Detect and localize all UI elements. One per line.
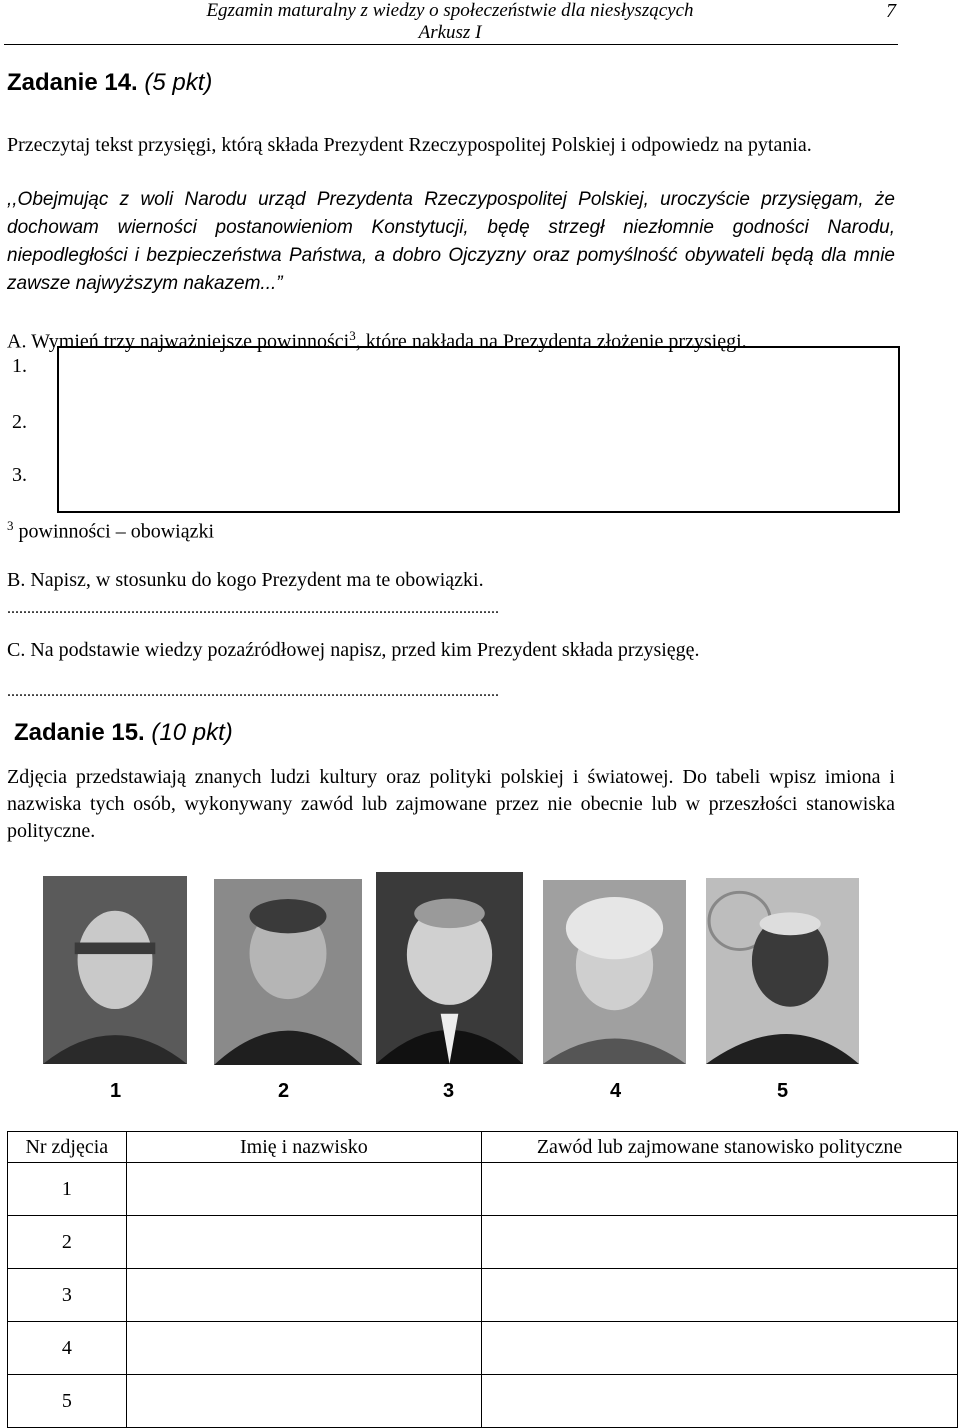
photo-label-4: 4	[610, 1080, 622, 1102]
photo-label-1: 1	[110, 1080, 122, 1102]
table-header-row	[8, 1132, 958, 1163]
answer-number-2: 2.	[12, 411, 27, 433]
table-cell-photo-number: 4	[8, 1322, 127, 1375]
table-row	[8, 1322, 958, 1375]
task-15-title: Zadanie 15.	[14, 719, 145, 746]
table-cell-name[interactable]	[126, 1163, 481, 1216]
photo-label-3: 3	[443, 1080, 455, 1102]
task-14-intro: Przeczytaj tekst przysięgi, którą składa Prezydent Rzeczypospolitej Polskiej i odpowiedz na pytania.	[7, 134, 812, 156]
table-row	[8, 1216, 958, 1269]
portrait-photo-3	[376, 872, 523, 1064]
answer-table	[7, 1131, 958, 1428]
table-header-name: Imię i nazwisko	[126, 1132, 481, 1163]
table-header-photo-number: Nr zdjęcia	[8, 1132, 127, 1163]
portrait-photo-2	[214, 879, 362, 1065]
table-cell-name[interactable]	[126, 1322, 481, 1375]
footnote	[7, 514, 214, 544]
task-14-points: (5 pkt)	[144, 69, 213, 96]
task-15-points: (10 pkt)	[151, 719, 233, 746]
question-a-text-end: , które nakłada na Prezydenta złożenie przysięgi.	[355, 330, 747, 353]
exam-header-subtitle: Arkusz I	[418, 22, 482, 43]
table-cell-name[interactable]	[126, 1375, 481, 1428]
portrait-photo-1	[43, 876, 187, 1064]
question-c: C. Na podstawie wiedzy pozaźródłowej napisz, przed kim Prezydent składa przysięgę.	[7, 639, 700, 661]
oath-quote: ,,Obejmując z woli Narodu urząd Prezydenta Rzeczypospolitej Polskiej, uroczyście przysięgam, że dochowam wierności postanowieniom Konstytucji, będę strzegł niezłomnie godności Narodu, niepodległości i bezpieczeństwa Państwa, a dobro Ojczyzny oraz pomyślność obywateli będą dla mnie zawsze najwyższym nakazem...”	[7, 189, 895, 294]
footnote-text: powinności – obowiązki	[18, 520, 215, 543]
task-14-title: Zadanie 14.	[7, 69, 138, 96]
table-cell-profession[interactable]	[482, 1375, 958, 1428]
question-b: B. Napisz, w stosunku do kogo Prezydent ma te obowiązki.	[7, 569, 484, 591]
task-14-heading	[7, 69, 212, 97]
task-15-heading	[14, 719, 233, 747]
table-cell-profession[interactable]	[482, 1269, 958, 1322]
table-row	[8, 1375, 958, 1428]
question-a-text: A. Wymień trzy najważniejsze powinności	[7, 330, 350, 353]
table-cell-name[interactable]	[126, 1216, 481, 1269]
answer-line-b[interactable]: ...........................................................................................................................	[7, 600, 499, 617]
table-cell-photo-number: 5	[8, 1375, 127, 1428]
answer-number-1: 1.	[12, 355, 27, 377]
answer-box-a[interactable]	[57, 346, 900, 513]
table-cell-profession[interactable]	[482, 1216, 958, 1269]
answer-line-c[interactable]: ...........................................................................................................................	[7, 683, 499, 700]
exam-header-title: Egzamin maturalny z wiedzy o społeczeństwie dla niesłyszących	[206, 0, 694, 21]
footnote-mark: 3	[7, 518, 14, 533]
table-cell-photo-number: 3	[8, 1269, 127, 1322]
table-cell-name[interactable]	[126, 1269, 481, 1322]
header-divider	[4, 44, 898, 45]
table-cell-profession[interactable]	[482, 1322, 958, 1375]
photo-label-2: 2	[278, 1080, 290, 1102]
portrait-photo-5	[706, 878, 859, 1064]
table-cell-photo-number: 1	[8, 1163, 127, 1216]
table-row	[8, 1163, 958, 1216]
task-15-intro: Zdjęcia przedstawiają znanych ludzi kultury oraz polityki polskiej i światowej. Do tabeli wpisz imiona i nazwiska tych osób, wykonywany zawód lub zajmowane przez nie obecnie lub w przeszłości stanowiska polityczne.	[7, 766, 895, 842]
photo-label-5: 5	[777, 1080, 789, 1102]
footnote-ref: 3	[349, 328, 356, 343]
table-cell-photo-number: 2	[8, 1216, 127, 1269]
page-number: 7	[886, 0, 896, 22]
table-cell-profession[interactable]	[482, 1163, 958, 1216]
table-header-profession: Zawód lub zajmowane stanowisko polityczne	[482, 1132, 958, 1163]
table-row	[8, 1269, 958, 1322]
portrait-photo-4	[543, 880, 686, 1064]
answer-number-3: 3.	[12, 464, 27, 486]
